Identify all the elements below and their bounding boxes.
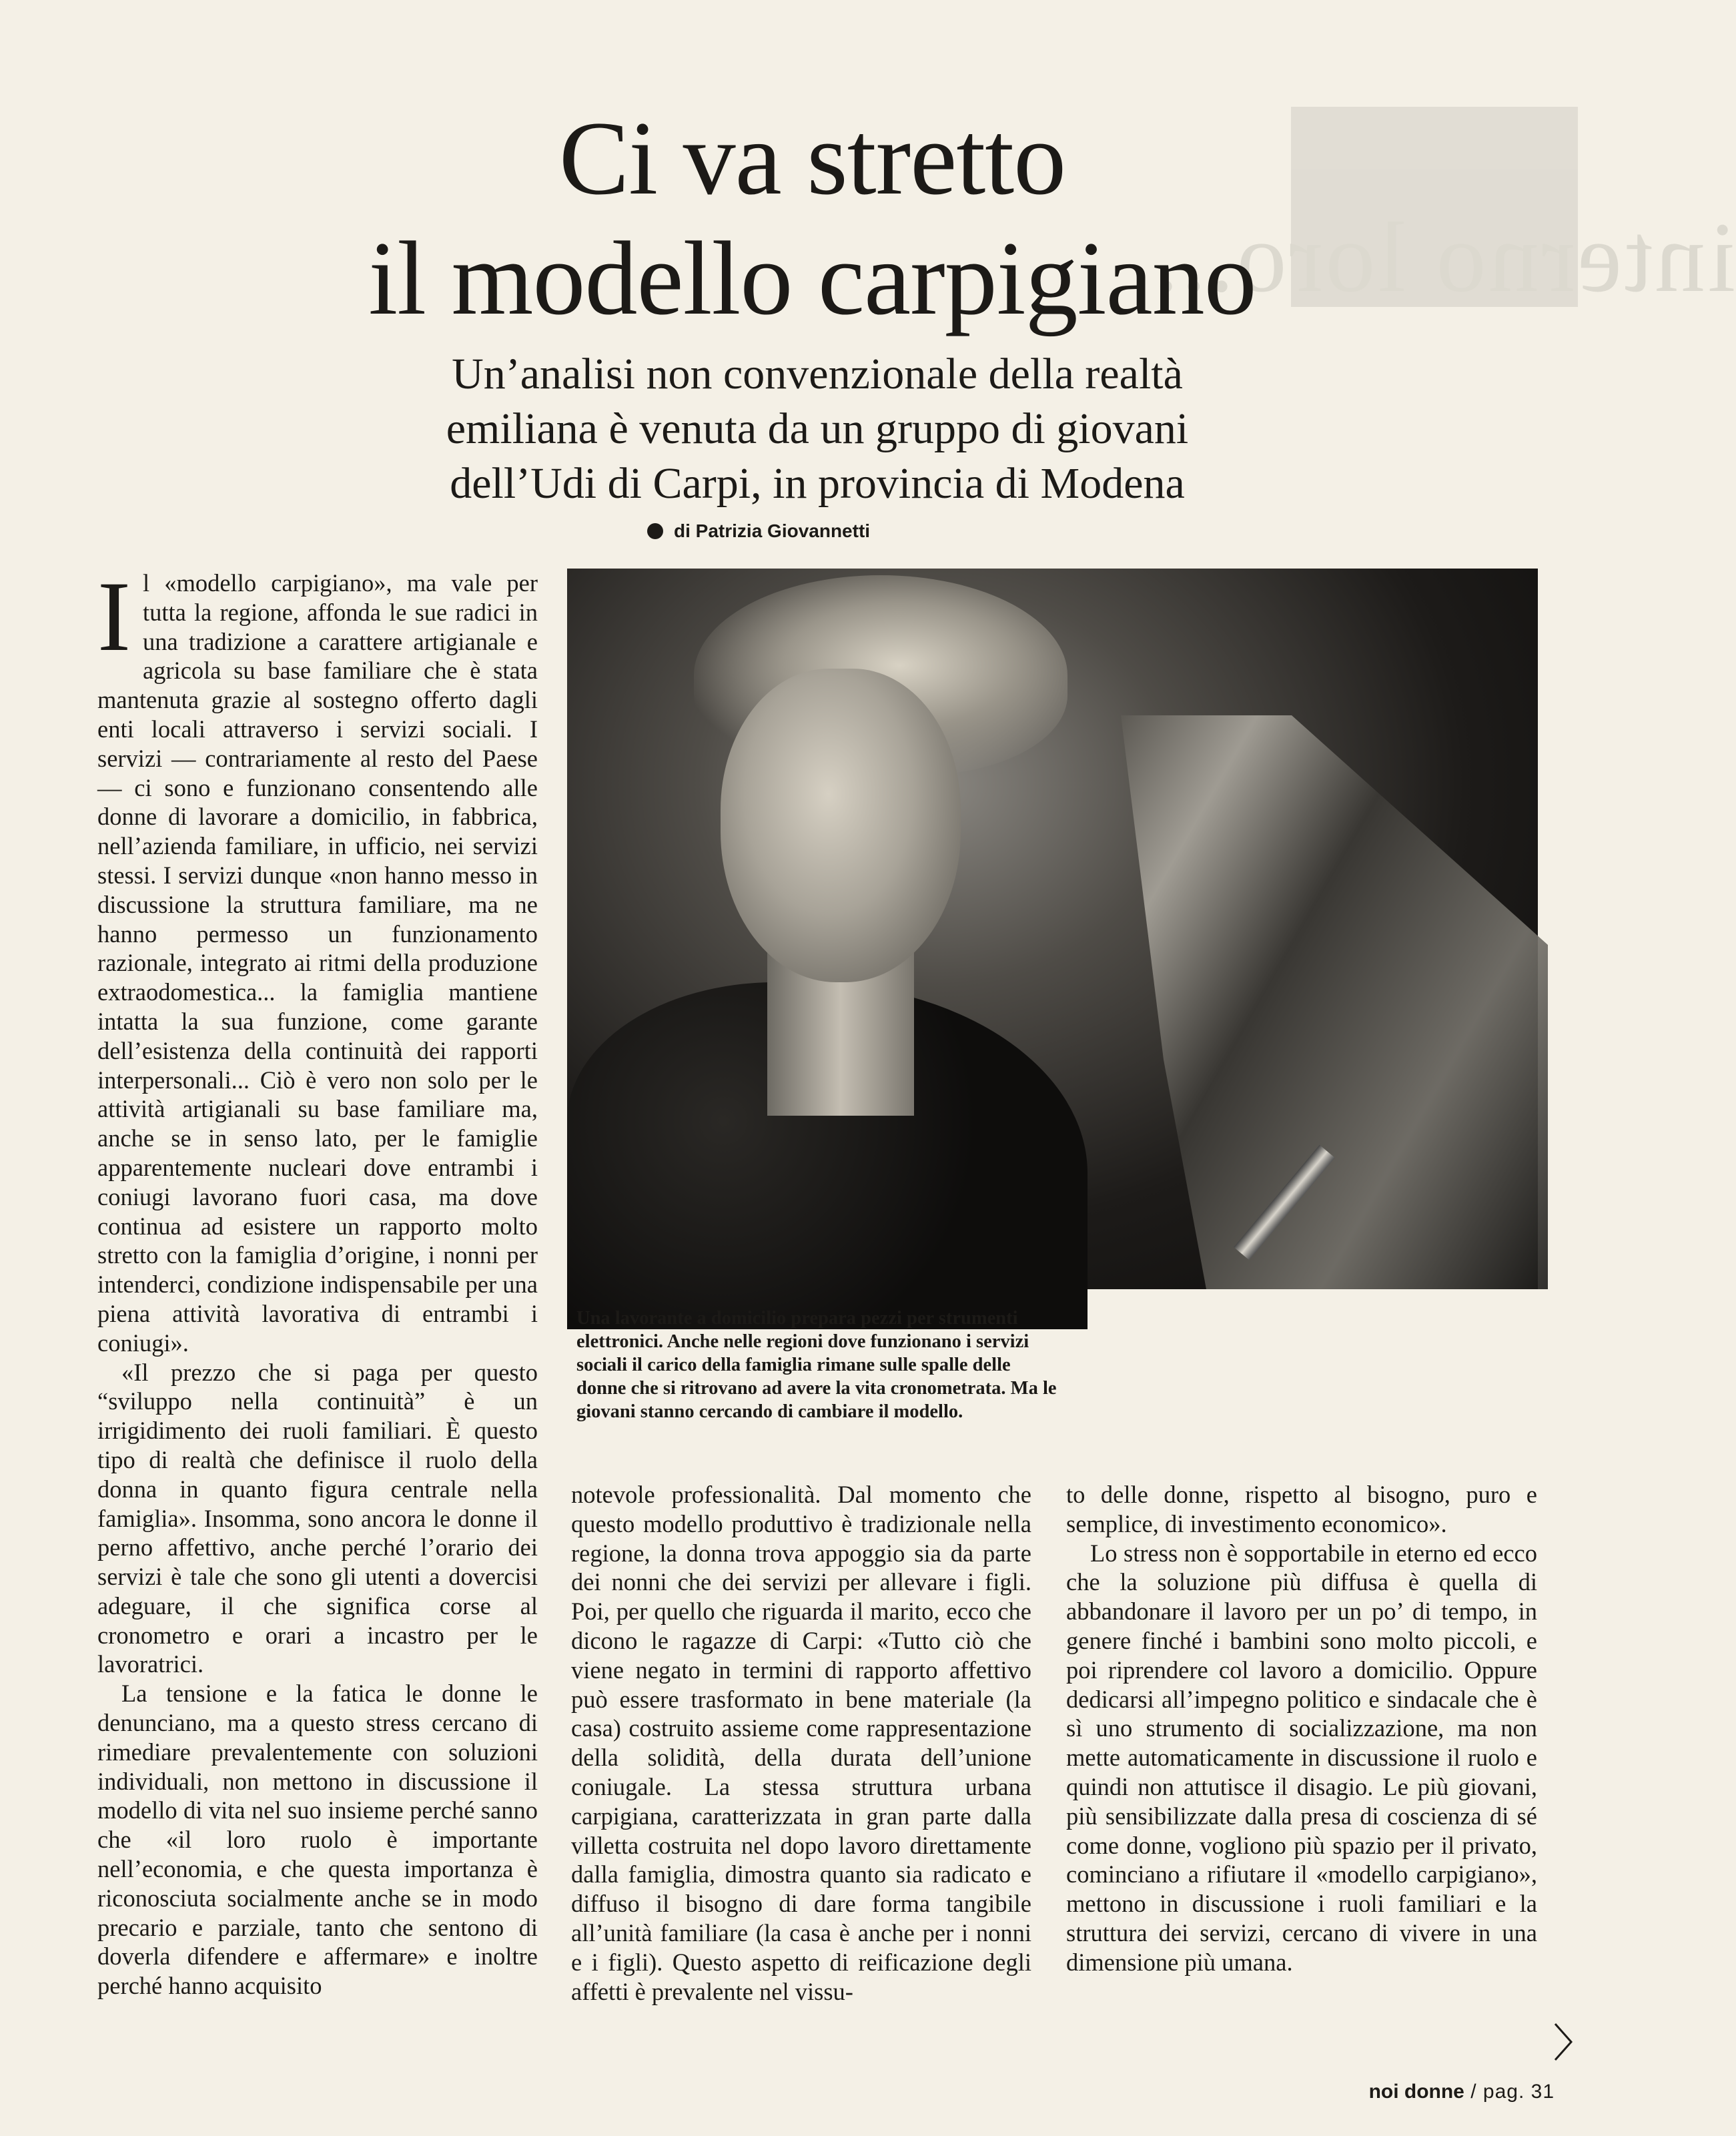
photo-hands-shape <box>994 916 1248 1089</box>
paragraph: notevole professionalità. Dal momento che questo modello produttivo è tradizionale nella regione, la donna trova appoggio sia da parte dei nonni che dei servizi per allevare i figli. Poi, per quello che riguarda il marito, ecco che dicono le ragazze di Carpi: «Tutto ciò che viene negato in termini di rapporto affettivo può essere trasformato in bene materiale (la casa) costruito assieme come rappresentazione della solidità, della durata dell’unione coniugale. La stessa struttura urbana carpigiana, caratterizzata in gran parte dalla villetta costruita nel dopo lavoro direttamente dalla famiglia, dimostra quanto sia radicato e diffuso il bisogno di dare forma tangibile all’unità familiare (la casa è anche per i nonni e i figli). Questo aspetto di reificazione degli affetti è prevalente nel vissu- <box>571 1481 1031 2005</box>
article-deck <box>200 347 1434 511</box>
deck-line-1: Un’analisi non convenzionale della realtà <box>452 350 1183 398</box>
page-footer <box>1334 2081 1555 2103</box>
continue-arrow-icon <box>1553 2022 1573 2062</box>
deck-line-2: emiliana è venuta da un gruppo di giovani <box>446 404 1189 453</box>
footer-separator: / <box>1470 2081 1477 2103</box>
body-column-1 <box>97 561 538 2001</box>
byline <box>647 520 1021 542</box>
article-photo-woman-working <box>567 569 1538 1289</box>
deck-line-3: dell’Udi di Carpi, in provincia di Modena <box>450 459 1185 508</box>
magazine-name: noi donne <box>1368 2081 1464 2103</box>
paragraph: to delle donne, rispetto al bisogno, puro e semplice, di investimento economico». <box>1066 1481 1537 1537</box>
body-column-2 <box>571 1480 1031 2006</box>
headline-line-1: Ci va stretto <box>558 100 1066 217</box>
page-number: pag. 31 <box>1482 2081 1555 2103</box>
paragraph: La tensione e la fatica le donne le denunciano, ma a questo stress cercano di rimediare prevalentemente con soluzioni individuali, non mettono in discussione il modello di vita nel suo insieme perché sanno che «il loro ruolo è importante nell’economia, e che questa importanza è riconosciuta socialmente anche se in modo precario e parziale, tanto che sentono di doverla difendere e affermare» e inoltre perché hanno acquisito <box>97 1680 538 2000</box>
article-headline <box>0 99 1625 339</box>
paragraph: «Il prezzo che si paga per questo “sviluppo nella continuità” è un irrigidimento dei ruoli familiari. È questo tipo di realtà che definisce il ruolo della donna in quanto figura centrale nella famiglia». Insomma, sono ancora le donne il perno affettivo, anche perché l’orario dei servizi è tale che sono gli utenti a dovercisi adeguare, il che significa corse al cronometro e orari a incastro per le lavoratrici. <box>97 1358 538 1678</box>
paragraph: Il «modello carpigiano», ma vale per tutta la regione, affonda le sue radici in una tradizione a carattere artigianale e agricola su base familiare che è stata mantenuta grazie al sostegno offerto dagli enti locali attraverso i servizi sociali. I servizi — contrariamente al resto del Paese — ci sono e funzionano consentendo alle donne di lavorare a domicilio, in fabbrica, nell’azienda familiare, in ufficio, nei servizi stessi. I servizi dunque «non hanno messo in discussione la struttura familiare, ma ne hanno permesso un funzionamento razionale, integrato ai ritmi della produzione extraodomestica... la famiglia mantiene intatta la sua funzione, come garante dell’esistenza della continuità dei rapporti interpersonali... Ciò è vero non solo per le attività artigianali su base familiare ma, anche se in senso lato, per le famiglie apparentemente nucleari dove entrambi i coniugi lavorano fuori casa, ma dove continua ad esistere un rapporto molto stretto con la famiglia d’origine, i nonni per intenderci, condizione indispensabile per una piena attività lavorativa di entrambi i coniugi». <box>97 561 538 1357</box>
body-column-3 <box>1066 1480 1537 1977</box>
photo-face-shape <box>721 669 961 982</box>
headline-line-2: il modello carpigiano <box>368 220 1256 337</box>
photo-caption: Una lavorante a domicilio prepara pezzi per strumenti elettronici. Anche nelle regioni dove funzionano i servizi sociali il carico della famiglia rimane sulle spalle delle donne che si ritrovano ad avere la vita cronometrata. Ma le giovani stanno cercando di cambiare il modello. <box>576 1308 1057 1422</box>
byline-text: di Patrizia Giovannetti <box>674 520 871 541</box>
show-through-text: interno loro... <box>1151 202 1736 313</box>
paragraph: Lo stress non è sopportabile in eterno ed ecco che la soluzione più diffusa è quella di abbandonare il lavoro per un po’ di tempo, in genere finché i bambini sono molto piccoli, e poi riprendere col lavoro a domicilio. Oppure dedicarsi all’impegno politico e sindacale che è sì uno strumento di socializzazione, ma non mette automaticamente in discussione il ruolo e quindi non attutisce il disagio. Le più giovani, più sensibilizzate dalla presa di coscienza di sé come donne, vogliono più spazio per il privato, cominciano a rifiutare il «modello carpigiano», mettono in discussione i ruoli familiari e la struttura dei servizi, cercano di vivere in una dimensione più umana. <box>1066 1539 1537 1976</box>
bullet-icon <box>647 523 663 539</box>
drop-cap: I <box>97 561 131 672</box>
